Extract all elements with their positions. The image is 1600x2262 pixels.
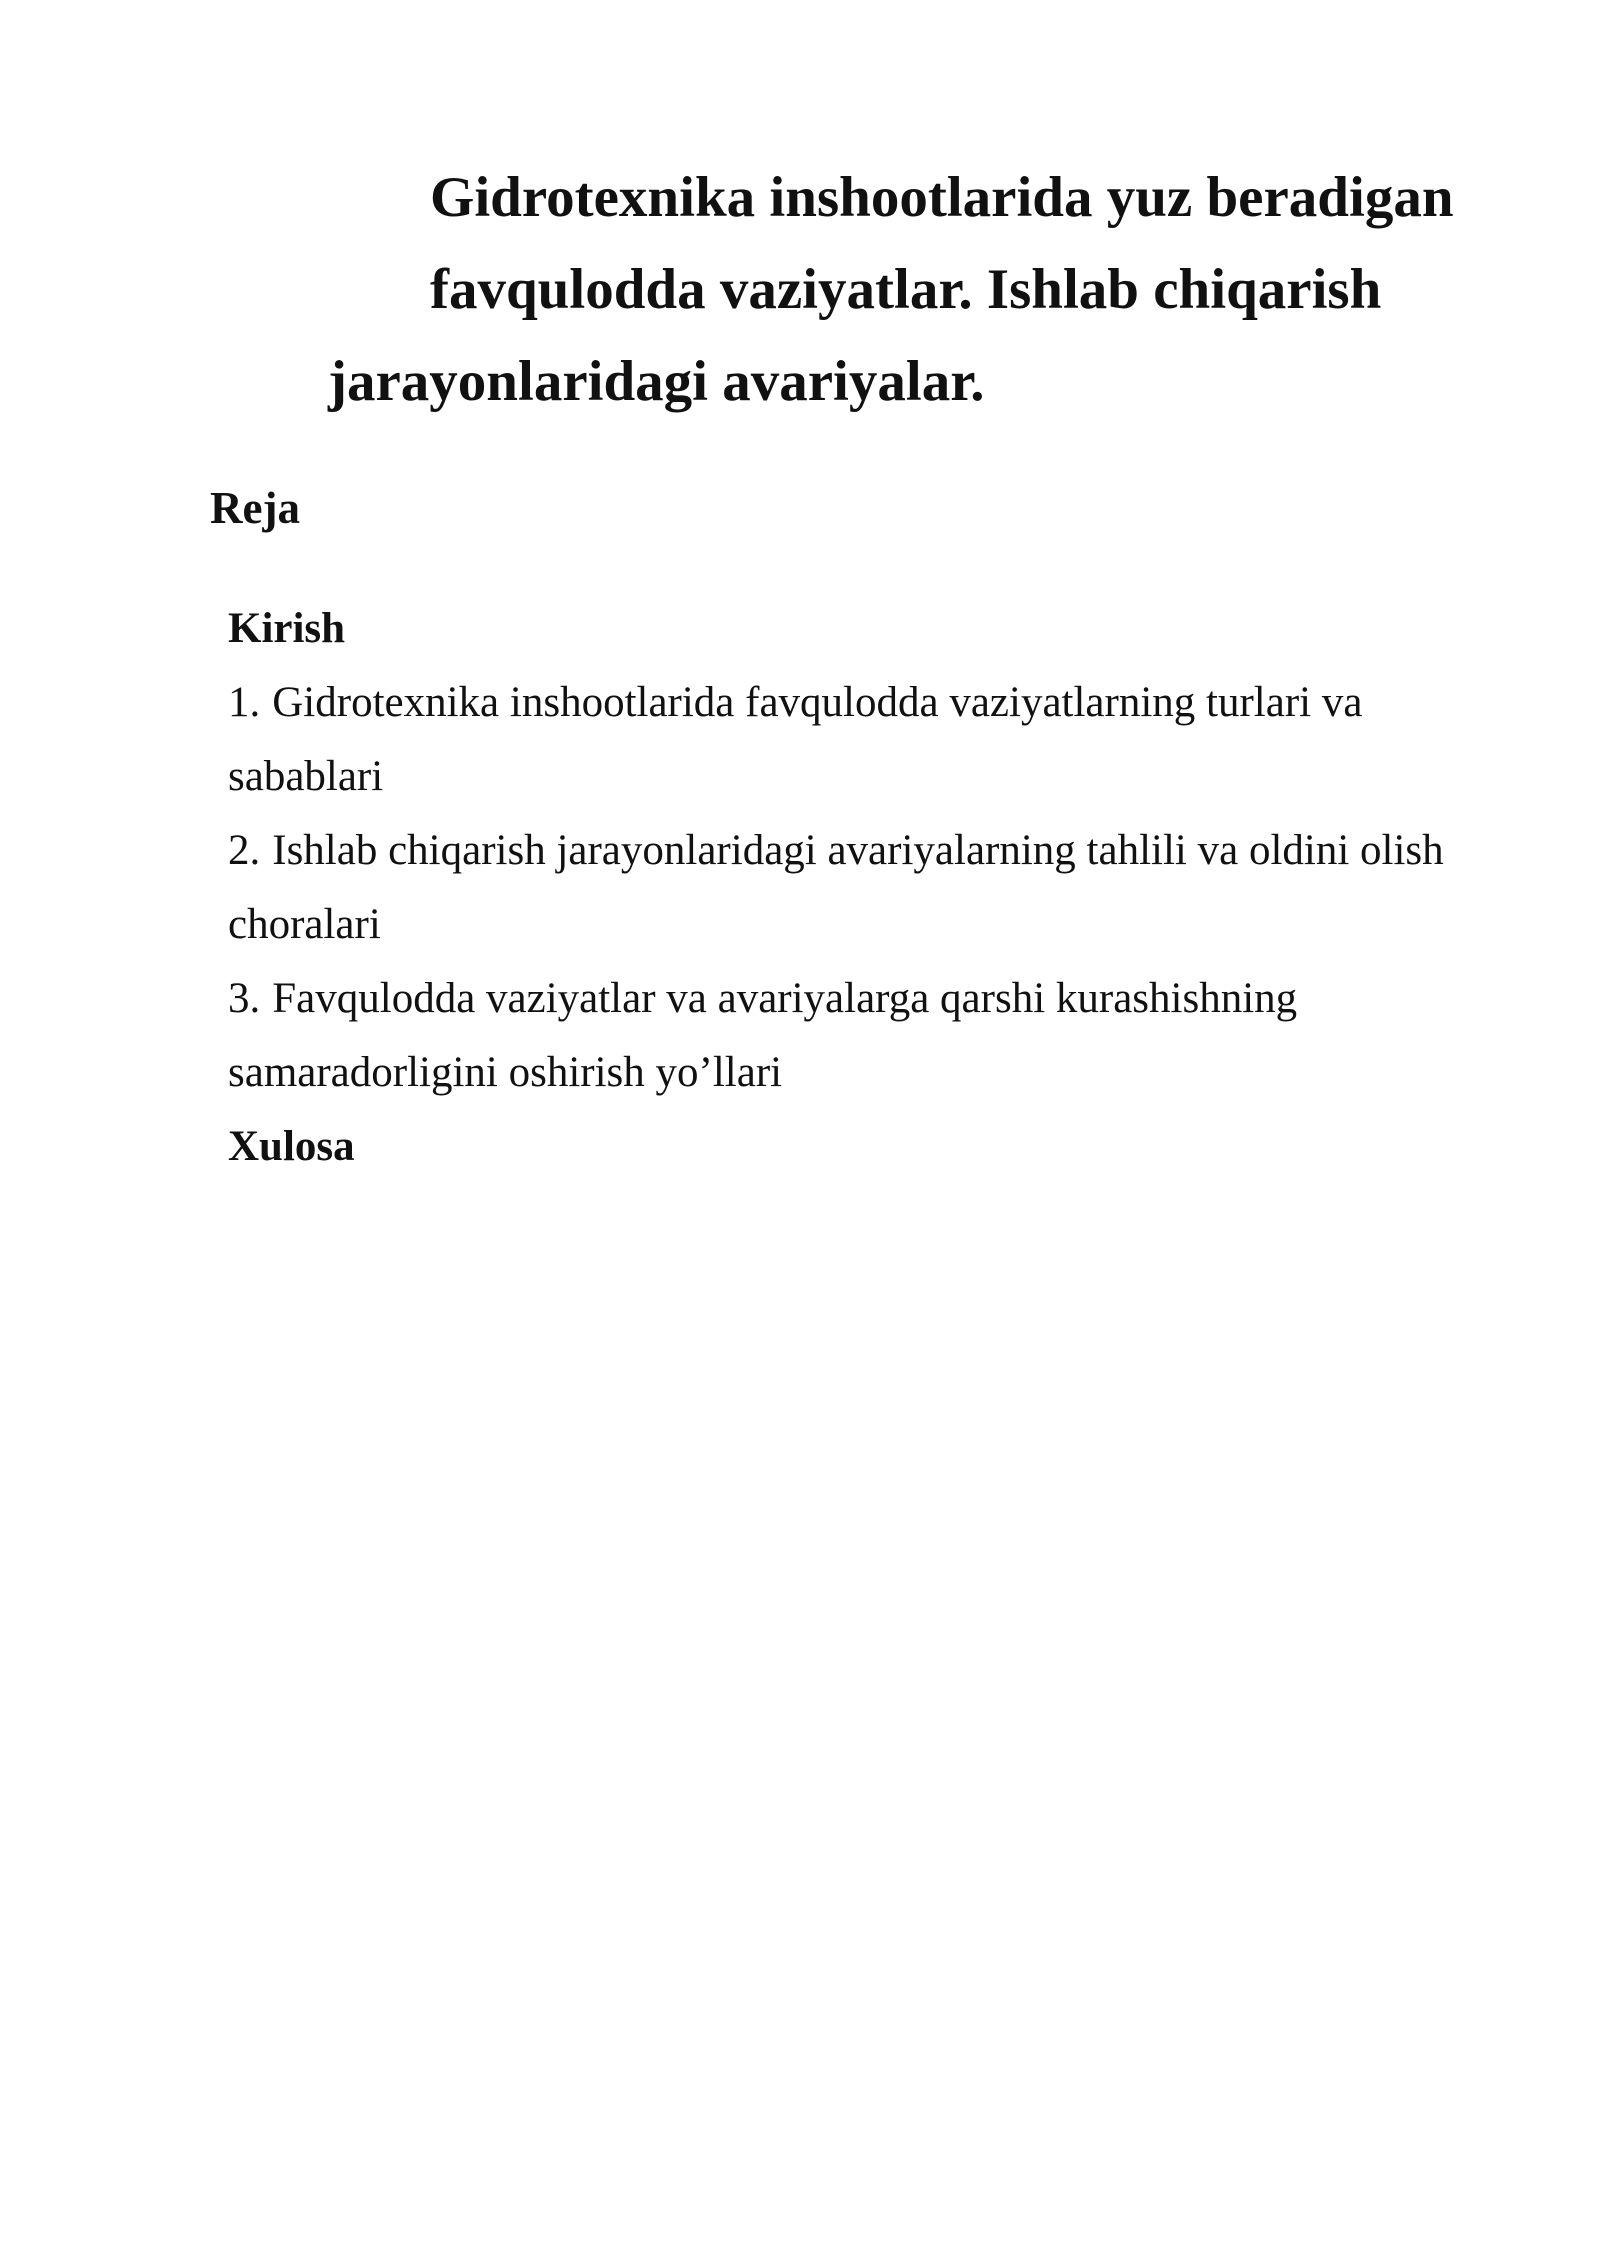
title-line: jarayonlaridagi avariyalar.	[328, 350, 985, 413]
title-line: favqulodda vaziyatlar. Ishlab chiqarish	[430, 258, 1382, 321]
document-title	[0, 152, 1600, 428]
title-line: Gidrotexnika inshootlarida yuz beradigan	[430, 166, 1454, 229]
plan-item-number: 3.	[228, 975, 261, 1022]
plan-item-number: 2.	[228, 827, 261, 874]
plan-item-text: Gidrotexnika inshootlarida favqulodda vaziyatlarning turlari va sabablari	[228, 679, 1363, 800]
plan-item	[228, 962, 1478, 1110]
plan-item-text: Ishlab chiqarish jarayonlaridagi avariyalarning tahlili va oldini olish choralari	[228, 827, 1444, 948]
plan-item	[228, 666, 1478, 814]
intro-heading: Kirish	[228, 605, 346, 652]
conclusion-heading: Xulosa	[228, 1123, 355, 1170]
plan-item-number: 1.	[228, 679, 261, 726]
plan-heading: Reja	[210, 483, 300, 533]
plan-item	[228, 814, 1478, 962]
plan-list	[228, 592, 1478, 1184]
plan-item-text: Favqulodda vaziyatlar va avariyalarga qarshi kurashishning samaradorligini oshirish yo’llari	[228, 975, 1298, 1096]
